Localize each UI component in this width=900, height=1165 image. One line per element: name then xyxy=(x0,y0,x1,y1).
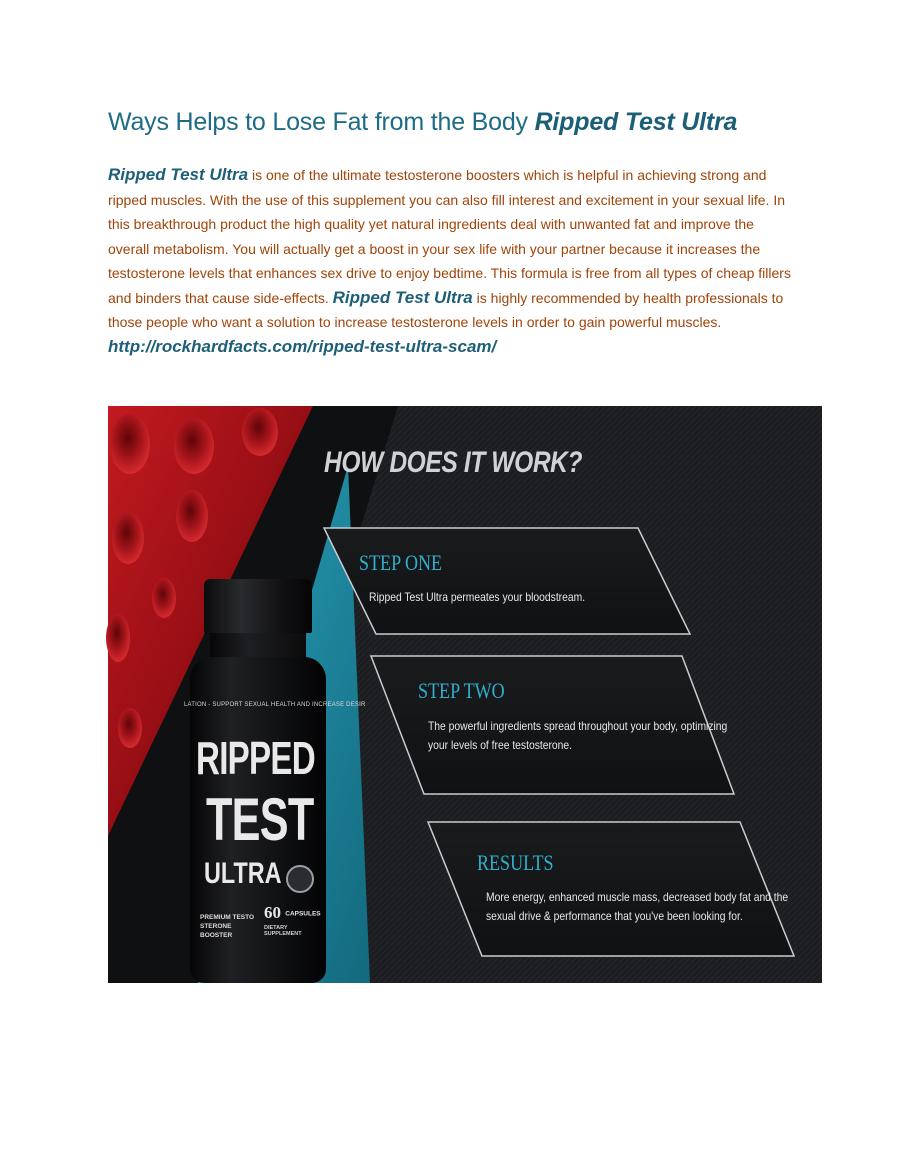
bottle-label xyxy=(184,657,366,983)
paragraph-text-1: is one of the ultimate testosterone boosters which is helpful in achieving strong and ripped muscles. With the use of this supplement you can also fill interest and excitement in your sexual life. In this breakthrough product the high quality yet natural ingredients deal with unwanted fat and improve the overall metabolism. You will actually get a boost in your sex life with your partner because it increases the testosterone levels that enhances sex drive to enjoy bedtime. This formula is free from all types of cheap fillers and binders that cause side-effects. xyxy=(108,167,791,306)
step-one-label: STEP ONE xyxy=(359,550,443,575)
bottle-supplement-text: DIETARY SUPPLEMENT xyxy=(264,925,302,937)
how-it-works-banner xyxy=(108,406,822,983)
panel-step-one xyxy=(324,528,690,634)
brand-name: Ripped Test Ultra xyxy=(108,165,249,184)
step-one-line-1: Ripped Test Ultra permeates your bloodstream. xyxy=(369,590,586,604)
results-description xyxy=(486,888,813,926)
bottle-strip-text: LATION - SUPPORT SEXUAL HEALTH AND INCREASE DESIR xyxy=(184,702,366,708)
title-brand: Ripped Test Ultra xyxy=(534,108,738,136)
page-title xyxy=(108,108,737,137)
title-text: Ways Helps to Lose Fat from the Body xyxy=(108,108,535,136)
bottle-type-line-1: PREMIUM TESTO xyxy=(200,914,255,921)
capsule-word: CAPSULES xyxy=(285,910,321,918)
product-bottle xyxy=(184,579,366,983)
seal-icon xyxy=(286,865,314,893)
bottle-cap xyxy=(204,579,312,633)
how-does-it-work-heading: HOW DOES IT WORK? xyxy=(324,446,583,479)
bottle-word-ultra: ULTRA xyxy=(204,857,282,890)
paragraph-text-2: is highly recommended by health professionals to those people who want a solution to increase testosterone levels in order to gain powerful muscles. xyxy=(108,289,784,330)
results-label: RESULTS xyxy=(477,850,554,875)
step-two-label: STEP TWO xyxy=(418,678,505,703)
article-link[interactable]: http://rockhardfacts.com/ripped-test-ultra-scam/ xyxy=(108,336,497,356)
step-two-description xyxy=(428,717,755,755)
step-two-line-1: The powerful ingredients spread throughout your body, optimizing xyxy=(428,719,728,733)
bottle-word-test: TEST xyxy=(206,786,314,853)
step-one-description xyxy=(369,588,696,607)
capsule-number: 60 xyxy=(264,903,281,922)
results-line-1: More energy, enhanced muscle mass, decreased body fat and the xyxy=(486,890,789,904)
results-line-2: sexual drive & performance that you've been looking for. xyxy=(486,909,743,923)
brand-name-2: Ripped Test Ultra xyxy=(332,287,473,307)
bottle-word-ripped: RIPPED xyxy=(196,732,315,784)
bottle-product-type xyxy=(200,913,260,940)
bottle-type-line-2: STERONE BOOSTER xyxy=(200,923,233,939)
step-two-line-2: your levels of free testosterone. xyxy=(428,738,572,752)
bottle-capsule-count xyxy=(264,903,321,923)
intro-paragraph xyxy=(108,163,793,359)
